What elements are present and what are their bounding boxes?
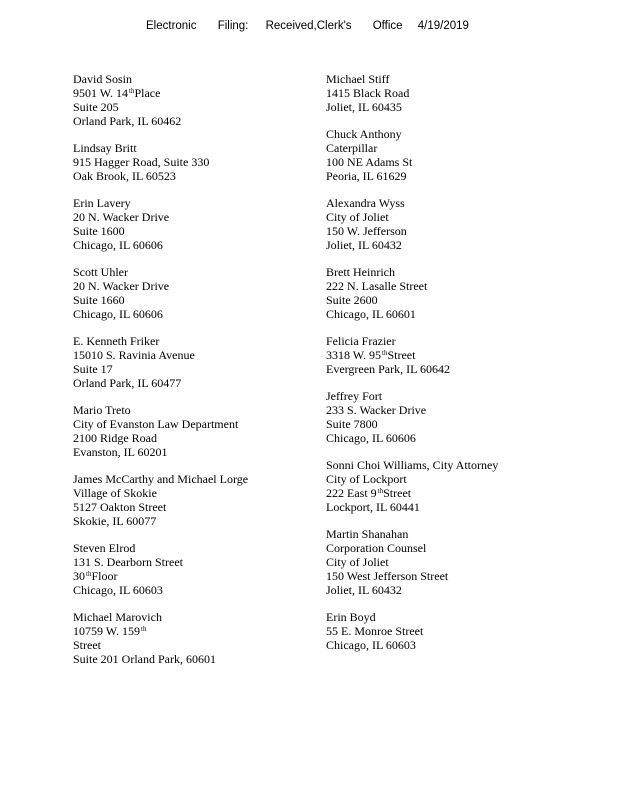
address-line <box>326 279 566 293</box>
address-block <box>73 196 313 252</box>
address-text: Lockport, IL 60441 <box>326 500 420 514</box>
address-text: Joliet, IL 60435 <box>326 100 402 114</box>
address-text: Suite 201 Orland Park, 60601 <box>73 652 216 666</box>
address-text: Chicago, IL 60601 <box>326 307 416 321</box>
recipient-name: Chuck Anthony <box>326 127 402 141</box>
address-block <box>73 541 313 597</box>
recipient-name: Michael Marovich <box>73 610 162 624</box>
address-line <box>73 569 313 583</box>
address-line <box>73 445 313 459</box>
address-line <box>326 362 566 376</box>
address-block <box>326 265 566 321</box>
recipient-name: David Sosin <box>73 72 133 86</box>
address-text: 30 <box>73 569 85 583</box>
header-office: Office <box>372 20 403 32</box>
address-line <box>326 224 566 238</box>
address-line <box>326 307 566 321</box>
address-block <box>326 196 566 252</box>
recipient-name: Scott Uhler <box>73 265 128 279</box>
address-line <box>73 376 313 390</box>
address-text: City of Joliet <box>326 555 389 569</box>
address-line <box>326 238 566 252</box>
address-block <box>326 127 566 183</box>
filing-stamp-header <box>146 20 469 32</box>
address-line <box>73 348 313 362</box>
address-line <box>326 417 566 431</box>
recipient-name: Sonni Choi Williams, City Attorney <box>326 458 499 472</box>
address-line <box>326 155 566 169</box>
recipient-name: Michael Stiff <box>326 72 390 86</box>
address-text: Oak Brook, IL 60523 <box>73 169 176 183</box>
address-text: Street <box>73 638 101 652</box>
address-text: 915 Hagger Road, Suite 330 <box>73 155 210 169</box>
address-text: 131 S. Dearborn Street <box>73 555 183 569</box>
address-line <box>73 362 313 376</box>
address-line <box>73 86 313 100</box>
address-line <box>326 486 566 500</box>
address-block <box>326 389 566 445</box>
recipient-name: Erin Boyd <box>326 610 376 624</box>
address-block <box>326 610 566 652</box>
recipient-name: Lindsay Britt <box>73 141 137 155</box>
address-text: City of Evanston Law Department <box>73 417 239 431</box>
address-line <box>73 224 313 238</box>
address-line <box>73 555 313 569</box>
address-block <box>73 334 313 390</box>
address-text: Chicago, IL 60606 <box>73 307 163 321</box>
ordinal-suffix: th <box>141 625 147 633</box>
recipient-name: Steven Elrod <box>73 541 136 555</box>
address-line <box>73 169 313 183</box>
address-block <box>73 72 313 128</box>
address-line <box>326 583 566 597</box>
ordinal-suffix: th <box>129 87 135 95</box>
address-text: Suite 17 <box>73 362 113 376</box>
recipient-name: James McCarthy and Michael Lorge <box>73 472 249 486</box>
header-received: Received,Clerk's <box>265 20 352 32</box>
address-line <box>73 100 313 114</box>
header-filing: Filing: <box>217 20 249 32</box>
address-line <box>326 472 566 486</box>
address-line <box>73 624 313 638</box>
address-line <box>326 431 566 445</box>
address-text: Joliet, IL 60432 <box>326 238 402 252</box>
address-text: 150 West Jefferson Street <box>326 569 449 583</box>
address-line <box>73 238 313 252</box>
address-text: Suite 2600 <box>326 293 378 307</box>
recipient-name: Jeffrey Fort <box>326 389 383 403</box>
address-line <box>326 500 566 514</box>
ordinal-suffix: th <box>86 570 92 578</box>
address-block <box>326 72 566 114</box>
header-electronic: Electronic <box>146 20 197 32</box>
address-text: 100 NE Adams St <box>326 155 413 169</box>
recipient-name: Brett Heinrich <box>326 265 395 279</box>
ordinal-suffix: th <box>377 487 384 495</box>
address-text: Evergreen Park, IL 60642 <box>326 362 450 376</box>
recipient-name: Martin Shanahan <box>326 527 409 541</box>
address-text-after-suffix: Street <box>387 348 416 362</box>
address-line <box>73 417 313 431</box>
address-line <box>73 155 313 169</box>
address-line <box>326 348 566 362</box>
address-text: 20 N. Wacker Drive <box>73 210 170 224</box>
address-line <box>326 169 566 183</box>
address-line <box>326 210 566 224</box>
address-block <box>73 265 313 321</box>
address-text: Chicago, IL 60606 <box>326 431 416 445</box>
address-text: Chicago, IL 60603 <box>73 583 163 597</box>
address-line <box>326 86 566 100</box>
address-line <box>326 624 566 638</box>
address-text: 5127 Oakton Street <box>73 500 167 514</box>
address-line <box>326 541 566 555</box>
address-text: Skokie, IL 60077 <box>73 514 157 528</box>
address-block <box>326 334 566 376</box>
header-date: 4/19/2019 <box>417 20 469 32</box>
address-text: City of Joliet <box>326 210 389 224</box>
address-line <box>73 583 313 597</box>
address-line <box>326 403 566 417</box>
address-text: 20 N. Wacker Drive <box>73 279 170 293</box>
address-line <box>73 638 313 652</box>
address-text: Joliet, IL 60432 <box>326 583 402 597</box>
address-line <box>73 307 313 321</box>
address-line <box>73 279 313 293</box>
recipient-name: Felicia Frazier <box>326 334 396 348</box>
address-text: 1415 Black Road <box>326 86 410 100</box>
address-line <box>73 486 313 500</box>
address-block <box>73 141 313 183</box>
address-text-after-suffix: Floor <box>91 569 118 583</box>
address-text: Suite 205 <box>73 100 119 114</box>
address-text: 2100 Ridge Road <box>73 431 157 445</box>
address-line <box>326 293 566 307</box>
address-text-after-suffix: Place <box>134 86 161 100</box>
address-text: 222 N. Lasalle Street <box>326 279 428 293</box>
address-block <box>73 472 313 528</box>
address-text: 233 S. Wacker Drive <box>326 403 427 417</box>
address-line <box>73 293 313 307</box>
address-text: Peoria, IL 61629 <box>326 169 407 183</box>
address-line <box>326 569 566 583</box>
address-text: 10759 W. 159 <box>73 624 141 638</box>
address-line <box>73 500 313 514</box>
recipient-name: Alexandra Wyss <box>326 196 405 210</box>
address-text: 9501 W. 14 <box>73 86 129 100</box>
recipient-name: E. Kenneth Friker <box>73 334 160 348</box>
address-line <box>326 141 566 155</box>
address-text: Village of Skokie <box>73 486 157 500</box>
address-text: 55 E. Monroe Street <box>326 624 424 638</box>
address-text: City of Lockport <box>326 472 407 486</box>
address-text: Evanston, IL 60201 <box>73 445 168 459</box>
address-text: Chicago, IL 60606 <box>73 238 163 252</box>
address-text: Corporation Counsel <box>326 541 427 555</box>
address-text: 3318 W. 95 <box>326 348 382 362</box>
address-line <box>73 514 313 528</box>
recipient-name: Mario Treto <box>73 403 131 417</box>
address-text: 222 East 9 <box>326 486 377 500</box>
address-block <box>73 610 313 666</box>
address-text: Caterpillar <box>326 141 378 155</box>
address-text: 15010 S. Ravinia Avenue <box>73 348 195 362</box>
recipient-name: Erin Lavery <box>73 196 131 210</box>
address-text: Suite 7800 <box>326 417 378 431</box>
address-block <box>73 403 313 459</box>
address-line <box>73 431 313 445</box>
address-text-after-suffix: Street <box>383 486 412 500</box>
address-line <box>326 100 566 114</box>
ordinal-suffix: th <box>382 349 388 357</box>
service-list-left-column <box>73 72 313 679</box>
address-text: Chicago, IL 60603 <box>326 638 416 652</box>
address-line <box>326 638 566 652</box>
address-text: Orland Park, IL 60462 <box>73 114 182 128</box>
address-block <box>326 458 566 514</box>
address-text: Orland Park, IL 60477 <box>73 376 182 390</box>
address-text: Suite 1600 <box>73 224 125 238</box>
service-list-right-column <box>326 72 566 665</box>
address-block <box>326 527 566 597</box>
address-line <box>73 114 313 128</box>
address-line <box>73 652 313 666</box>
address-text: Suite 1660 <box>73 293 125 307</box>
address-line <box>326 555 566 569</box>
address-line <box>73 210 313 224</box>
address-text: 150 W. Jefferson <box>326 224 407 238</box>
